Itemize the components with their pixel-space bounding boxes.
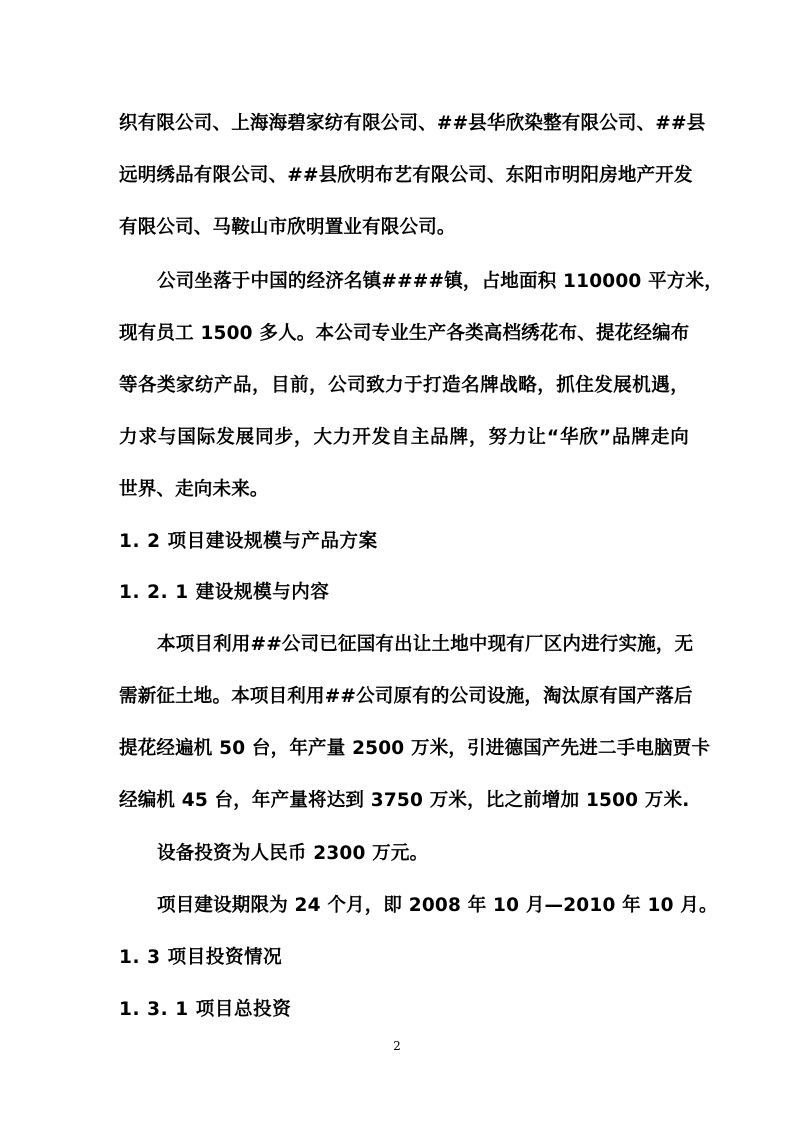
paragraph-first-line: 公司坐落于中国的经济名镇####镇，占地面积 110000 平方米， bbox=[157, 271, 723, 292]
body-text-line: 织有限公司、上海海碧家纺有限公司、##县华欣染整有限公司、##县 bbox=[119, 113, 706, 134]
body-text-line: 提花经遍机 50 台，年产量 2500 万米，引进德国产先进二手电脑贾卡 bbox=[119, 738, 711, 759]
body-text-line: 世界、走向未来。 bbox=[119, 479, 269, 500]
subsection-heading: 1. 2. 1 建设规模与内容 bbox=[119, 582, 330, 603]
section-heading: 1. 3 项目投资情况 bbox=[119, 947, 283, 968]
page-number: 2 bbox=[393, 1039, 401, 1053]
paragraph-first-line: 设备投资为人民币 2300 万元。 bbox=[157, 843, 429, 864]
body-text-line: 等各类家纺产品，目前，公司致力于打造名牌战略，抓住发展机遇， bbox=[119, 375, 689, 396]
body-text-line: 远明绣品有限公司、##县欣明布艺有限公司、东阳市明阳房地产开发 bbox=[119, 165, 693, 186]
body-text-line: 经编机 45 台，年产量将达到 3750 万米，比之前增加 1500 万米. bbox=[119, 790, 690, 811]
body-text-line: 力求与国际发展同步，大力开发自主品牌，努力让“华欣”品牌走向 bbox=[119, 427, 689, 448]
body-text-line: 需新征土地。本项目利用##公司原有的公司设施，淘汰原有国产落后 bbox=[119, 686, 693, 707]
body-text-line: 现有员工 1500 多人。本公司专业生产各类高档绣花布、提花经编布 bbox=[119, 323, 690, 344]
paragraph-first-line: 本项目利用##公司已征国有出让土地中现有厂区内进行实施，无 bbox=[157, 634, 694, 655]
paragraph-first-line: 项目建设期限为 24 个月，即 2008 年 10 月—2010 年 10 月。 bbox=[157, 895, 718, 916]
section-heading: 1. 2 项目建设规模与产品方案 bbox=[119, 531, 378, 552]
body-text-line: 有限公司、马鞍山市欣明置业有限公司。 bbox=[119, 217, 456, 238]
subsection-heading: 1. 3. 1 项目总投资 bbox=[119, 999, 292, 1020]
